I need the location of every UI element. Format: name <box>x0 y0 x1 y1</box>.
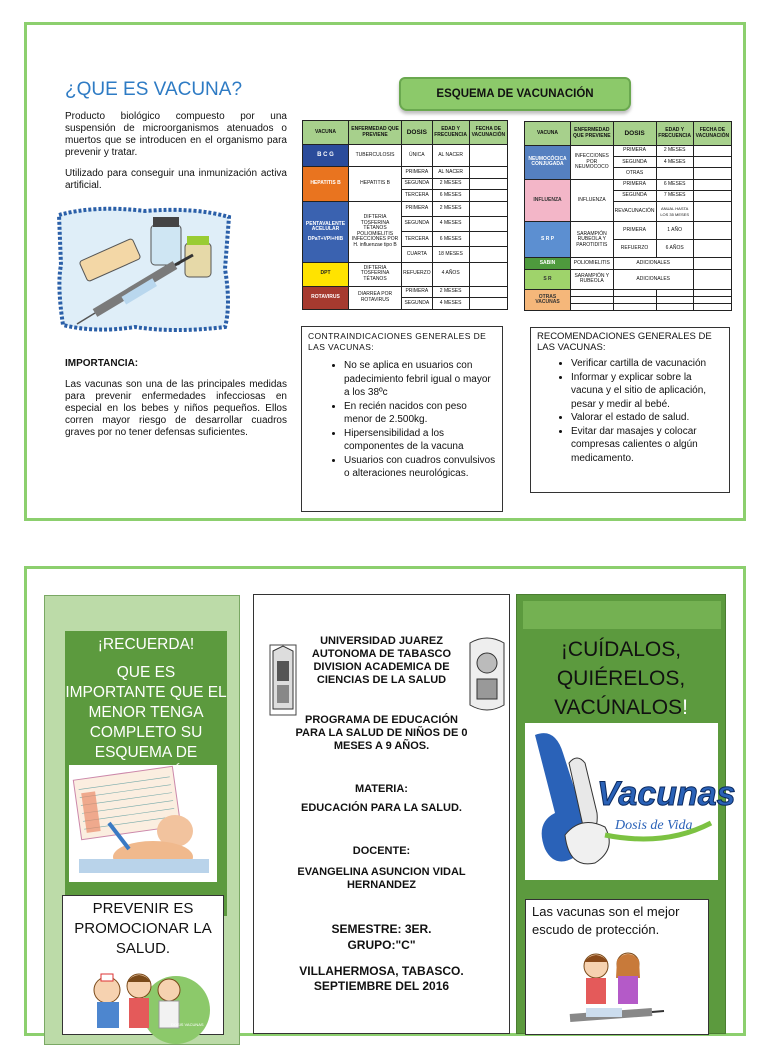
cell: REFUERZO <box>613 240 656 258</box>
date-cell[interactable] <box>693 146 731 157</box>
subject-label: MATERIA: <box>355 783 408 795</box>
date-cell[interactable] <box>693 168 731 179</box>
cell: CUARTA <box>402 247 433 262</box>
recommendations-box <box>530 327 730 493</box>
date-cell[interactable] <box>469 247 507 262</box>
cell <box>656 168 693 179</box>
date-cell[interactable] <box>693 201 731 222</box>
contraindications-title: CONTRAINDICACIONES GENERALES DE LAS VACUNAS: <box>308 331 487 352</box>
brochure-page-front <box>24 22 746 521</box>
slogan-line-3-text: VACÚNALOS <box>554 696 683 719</box>
cell: REFUERZO <box>402 262 433 286</box>
cell: ANUAL HASTA LOS 35 MESES <box>656 201 693 222</box>
date-cell[interactable] <box>469 232 507 247</box>
cell: 2 MESES <box>432 286 469 298</box>
cell: 4 MESES <box>432 217 469 232</box>
vacunas-logo-graphic <box>525 723 736 880</box>
vaccine-dpt: DPT <box>303 262 349 286</box>
cell: SEGUNDA <box>613 157 656 168</box>
cell: DIFTERIA TOSFERINA TÉTANOS POLIOMIELITIS INFECCIONES POR H. influenzae tipo B <box>349 201 402 262</box>
cell: TERCERA <box>402 190 433 202</box>
panel-header-bar <box>523 601 721 629</box>
date-cell[interactable] <box>469 286 507 298</box>
date-cell[interactable] <box>469 167 507 179</box>
list-item: • No se aplica en usuarios con padecimiento febril igual o mayor a los 38ºc <box>344 359 496 400</box>
table-row <box>525 222 732 240</box>
vaccine-influenza: INFLUENZA <box>525 179 571 222</box>
cell <box>613 297 656 304</box>
cell: PRIMERA <box>613 146 656 157</box>
cell: 6 AÑOS <box>656 240 693 258</box>
cell: POLIOMIELITIS <box>571 258 614 269</box>
list-item: • Verificar cartilla de vacunación <box>571 357 723 371</box>
date-cell[interactable] <box>693 190 731 201</box>
slogan-line-1: ¡CUÍDALOS, <box>560 638 682 661</box>
cell: INFECCIONES POR NEUMOCOCO <box>571 146 614 180</box>
cell: ÚNICA <box>402 145 433 167</box>
header-dosis: DOSIS <box>613 122 656 146</box>
cell: INFLUENZA <box>571 179 614 222</box>
cell <box>656 290 693 297</box>
table-row <box>303 167 508 179</box>
promote-health-text: PREVENIR ES PROMOCIONAR LA SALUD. <box>74 900 212 957</box>
cell: HEPATITIS B <box>349 167 402 202</box>
cell: DIFTERIA TOSFERINA TÉTANOS <box>349 262 402 286</box>
pentavalente-label: PENTAVALENTE ACELULAR <box>305 220 346 233</box>
table-row <box>525 269 732 290</box>
list-item: • Informar y explicar sobre la vacuna y el sitio de aplicación, pesar y medir al bebé. <box>571 371 723 412</box>
cell: SARAMPIÓN Y RUBEOLA <box>571 269 614 290</box>
header-fecha: FECHA DE VACUNACIÓN <box>693 122 731 146</box>
table-row <box>525 258 732 269</box>
table-row <box>303 286 508 298</box>
table-header-row <box>303 121 508 145</box>
table-row <box>525 179 732 190</box>
date-cell[interactable] <box>693 269 731 290</box>
cell: AL NACER <box>432 167 469 179</box>
vaccine-rotavirus: ROTAVIRUS <box>303 286 349 309</box>
date-cell[interactable] <box>469 190 507 202</box>
list-item: • Valorar el estado de salud. <box>571 411 723 425</box>
date-cell[interactable] <box>469 262 507 286</box>
table-header-row <box>525 122 732 146</box>
cell: DIARREA POR ROTAVIRUS <box>349 286 402 309</box>
cell: 6 MESES <box>432 232 469 247</box>
remember-text: QUE ES IMPORTANTE QUE EL MENOR TENGA COMPLETO SU ESQUEMA DE <box>65 664 227 761</box>
cell: OTRAS <box>613 168 656 179</box>
cell: 2 MESES <box>656 146 693 157</box>
vaccine-sabin: SABIN <box>525 258 571 269</box>
cell: TUBERCULOSIS <box>349 145 402 167</box>
date-cell[interactable] <box>469 145 507 167</box>
cell: 7 MESES <box>656 190 693 201</box>
recommendations-list <box>537 357 723 465</box>
cell: 4 MESES <box>656 157 693 168</box>
cell: REVACUNACIÓN <box>613 201 656 222</box>
teacher-label: DOCENTE: <box>352 845 411 857</box>
slogan-panel <box>516 594 736 1034</box>
definition-paragraph: Producto biológico compuesto por una suspensión de microorganismos atenuados o muertos que se introducen en el organismo para prevenir y tratar. <box>65 111 287 158</box>
header-edad: EDAD Y FRECUENCIA <box>656 122 693 146</box>
header-enfermedad: ENFERMEDAD QUE PREVIENE <box>571 122 614 146</box>
slogan-line-2: QUIÉRELOS, <box>556 667 686 690</box>
cell: AL NACER <box>432 145 469 167</box>
cell <box>571 290 614 297</box>
importance-title: IMPORTANCIA: <box>65 358 139 369</box>
cell <box>571 297 614 304</box>
program-title: PROGRAMA DE EDUCACIÓN PARA LA SALUD DE NIÑOS DE 0 MESES A 9 AÑOS. <box>295 714 468 752</box>
vaccine-definition <box>65 111 287 201</box>
cell: PRIMERA <box>613 222 656 240</box>
date-cell[interactable] <box>693 297 731 304</box>
vacunas-logo-text: Vacunas <box>597 775 736 813</box>
date-cell[interactable] <box>693 290 731 297</box>
cell: PRIMERA <box>613 179 656 190</box>
header-vacuna: VACUNA <box>525 122 571 146</box>
list-item: • Usuarios con cuadros convulsivos o alteraciones neurológicas. <box>344 454 496 481</box>
cell: SEGUNDA <box>402 178 433 190</box>
date-cell[interactable] <box>469 298 507 310</box>
cell <box>571 304 614 311</box>
cell: SEGUNDA <box>402 217 433 232</box>
date-cell[interactable] <box>469 178 507 190</box>
slogan-line-3 <box>517 693 725 722</box>
slogan <box>517 635 725 722</box>
cell: 1 AÑO <box>656 222 693 240</box>
cell: SEGUNDA <box>402 298 433 310</box>
importance-text: Las vacunas son una de las principales medidas para prevenir enfermedades infecciosas en especial en los bebes y niños pequeños. Ellos corren mayor riesgo de desarrollar cuadros graves por no tener defensas suficientes. <box>65 379 287 438</box>
cell: TERCERA <box>402 232 433 247</box>
cell: PRIMERA <box>402 286 433 298</box>
list-item: • Evitar dar masajes y colocar compresas calientes o algún medicamento. <box>571 425 723 466</box>
vacunas-logo <box>525 723 736 880</box>
vaccine-srp: S R P <box>525 222 571 258</box>
promote-health-box <box>62 895 224 1035</box>
header-enfermedad: ENFERMEDAD QUE PREVIENE <box>349 121 402 145</box>
cover-panel <box>253 594 510 1034</box>
vaccine-neumococica: NEUMOCÓCICA CONJUGADA <box>525 146 571 180</box>
table-row <box>303 201 508 216</box>
cell: 6 MESES <box>432 190 469 202</box>
group: GRUPO:"C" <box>347 938 416 952</box>
vaccination-table-2 <box>524 121 732 311</box>
cell: 2 MESES <box>432 178 469 190</box>
kids-promo-illustration <box>81 960 211 1030</box>
contraindications-list <box>308 359 496 481</box>
date-cell[interactable] <box>693 222 731 240</box>
promo-label: DOSIS VACUNAS <box>171 1022 204 1027</box>
vaccine-otras: OTRAS VACUNAS <box>525 290 571 311</box>
header-fecha: FECHA DE VACUNACIÓN <box>469 121 507 145</box>
teacher-name: EVANGELINA ASUNCION VIDAL HERNANDEZ <box>297 866 466 891</box>
place-date: VILLAHERMOSA, TABASCO. SEPTIEMBRE DEL 2016 <box>299 964 464 993</box>
contraindications-box <box>301 326 503 512</box>
semester: SEMESTRE: 3ER. <box>331 922 432 936</box>
cell: 2 MESES <box>432 201 469 216</box>
cell: SARAMPIÓN RUBEOLA Y PAROTIDITIS <box>571 222 614 258</box>
table-row <box>303 262 508 286</box>
table-row <box>525 290 732 297</box>
date-cell[interactable] <box>693 157 731 168</box>
vaccine-sr: S R <box>525 269 571 290</box>
vaccine-pentavalente <box>303 201 349 262</box>
cell: ADICIONALES <box>613 258 693 269</box>
list-item: • Hipersensibilidad a los componentes de la vacuna <box>344 427 496 454</box>
cell: 4 MESES <box>432 298 469 310</box>
cell <box>656 304 693 311</box>
cell: PRIMERA <box>402 201 433 216</box>
table-row <box>303 145 508 167</box>
protection-text: Las vacunas son el mejor escudo de protección. <box>532 904 680 937</box>
date-cell[interactable] <box>469 217 507 232</box>
cell: 18 MESES <box>432 247 469 262</box>
vaccination-table-1 <box>302 120 508 310</box>
header-edad: EDAD Y FRECUENCIA <box>432 121 469 145</box>
pentavalente-sub: DPaT+VPI+HIB <box>307 235 344 242</box>
vacunas-logo-subtext: Dosis de Vida <box>615 818 693 833</box>
cell: 4 AÑOS <box>432 262 469 286</box>
baby-vaccination-card-illustration <box>69 765 217 882</box>
cell <box>613 290 656 297</box>
cell: ADICIONALES <box>613 269 693 290</box>
list-item: • En recién nacidos con peso menor de 2.500kg. <box>344 400 496 427</box>
header-dosis: DOSIS <box>402 121 433 145</box>
cell: PRIMERA <box>402 167 433 179</box>
subject-value: EDUCACIÓN PARA LA SALUD. <box>301 802 462 814</box>
date-cell[interactable] <box>693 258 731 269</box>
date-cell[interactable] <box>693 179 731 190</box>
cell <box>613 304 656 311</box>
syringe-vials-illustration <box>55 205 233 333</box>
cell: 6 MESES <box>656 179 693 190</box>
remember-title: ¡RECUERDA! <box>97 636 195 653</box>
protection-box <box>525 899 709 1035</box>
recommendations-title: RECOMENDACIONES GENERALES DE LAS VACUNAS: <box>537 331 712 353</box>
university-name: UNIVERSIDAD JUAREZ AUTONOMA DE TABASCO DIVISION ACADEMICA DE CIENCIAS DE LA SALUD <box>311 635 452 686</box>
date-cell[interactable] <box>693 240 731 258</box>
kids-syringe-illustration <box>566 948 666 1034</box>
cell: SEGUNDA <box>613 190 656 201</box>
vaccine-hepatitis-b: HEPATITIS B <box>303 167 349 202</box>
vaccine-question-title: ¿QUE ES VACUNA? <box>65 79 243 100</box>
table-row <box>525 146 732 157</box>
date-cell[interactable] <box>693 304 731 311</box>
header-vacuna: VACUNA <box>303 121 349 145</box>
cell <box>656 297 693 304</box>
schema-banner: ESQUEMA DE VACUNACIÓN <box>399 77 631 111</box>
definition-paragraph-2: Utilizado para conseguir una inmunización activa artificial. <box>65 168 287 191</box>
date-cell[interactable] <box>469 201 507 216</box>
slogan-exclamation: ! <box>682 696 688 719</box>
vaccine-bcg: B C G <box>303 145 349 167</box>
